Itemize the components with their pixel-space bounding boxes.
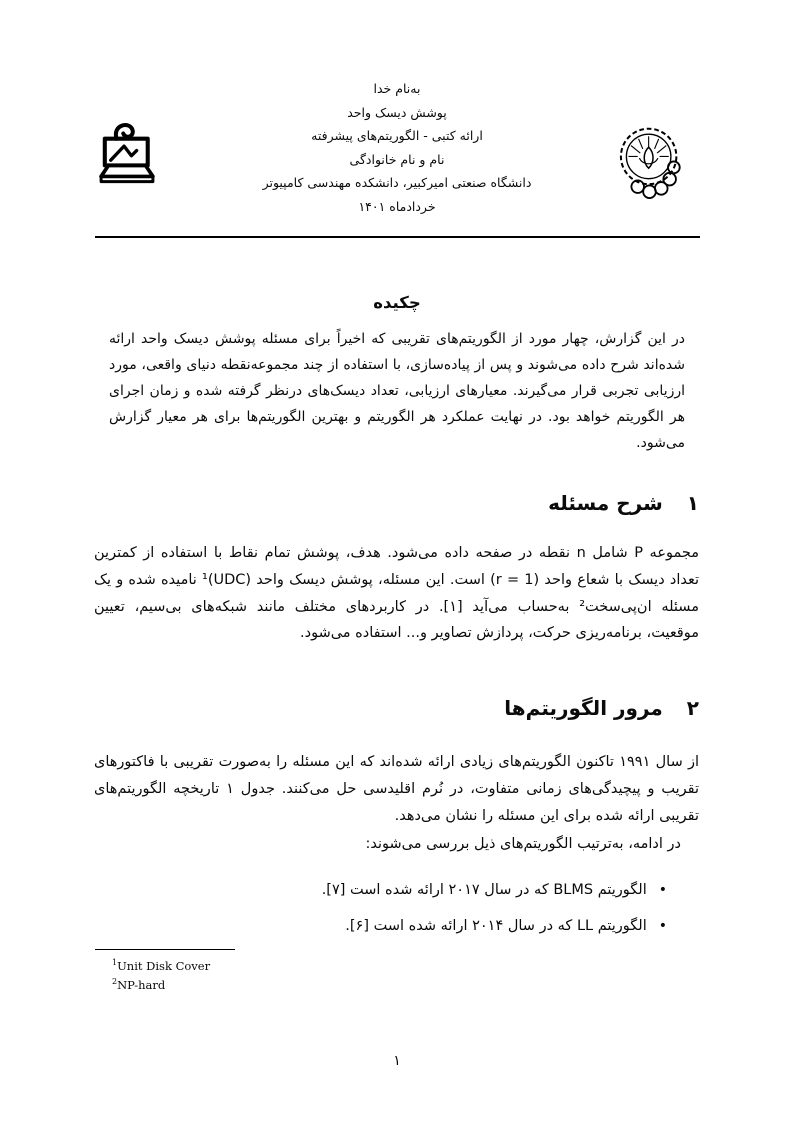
section-1-number: ۱	[686, 491, 699, 515]
footnote-udc	[112, 955, 210, 974]
footnote-marker: 1	[112, 958, 118, 967]
algorithm-list	[94, 877, 699, 949]
footnote-divider	[95, 949, 235, 950]
header-line-bismillah: به‌نام خدا	[373, 81, 421, 96]
header-line-course: ارائه کتبی - الگوریتم‌های پیشرفته	[311, 128, 483, 143]
list-item-text: الگوریتم LL که در سال ۲۰۱۴ ارائه شده است [۶].	[345, 918, 647, 934]
page-number: ۱	[393, 1053, 401, 1069]
abstract-body: در این گزارش، چهار مورد از الگوریتم‌های تقریبی که اخیراً برای مسئله پوشش دیسک واحد ارائه شده‌اند شرح داده می‌شوند و پس از پیاده‌سازی، با استفاده از چند مجموعه‌نقطه دنیای واقعی، مورد ارزیابی تجربی قرار می‌گیرند. معیارهای ارزیابی، تعداد دیسک‌های درنظر گرفته شده و زمان اجرای هر الگوریتم خواهد بود. در نهایت عملکرد هر الگوریتم و بهترین الگوریتم‌ها برای هر معیار گزارش می‌شود.	[109, 331, 685, 451]
footnote-text: Unit Disk Cover	[117, 958, 211, 973]
section-1-body: مجموعه P شامل n نقطه در صفحه داده می‌شود. هدف، پوشش تمام نقاط با استفاده از کمترین تعداد دیسک با شعاع واحد (r = 1) است. این مسئله، پوشش دیسک واحد (UDC)¹ نامیده شده و یک مسئله ان‌پی‌سخت² به‌حساب می‌آید [۱]. در کاربردهای مختلف مانند شبکه‌های بی‌سیم، تعیین موقعیت، برنامه‌ریزی حرکت، پردازش تصاویر و... استفاده می‌شود.	[94, 545, 700, 642]
section-2-body: از سال ۱۹۹۱ تاکنون الگوریتم‌های زیادی ارائه شده‌اند که این مسئله را به‌صورت تقریبی با فاکتورهای تقریب و پیچیدگی‌های زمانی متفاوت، در نُرم اقلیدسی حل می‌کنند. جدول ۱ تاریخچه الگوریتم‌های تقریبی ارائه شده برای این مسئله را نشان می‌دهد.	[94, 754, 699, 824]
list-item-blms	[94, 877, 699, 903]
header-line-affiliation: دانشگاه صنعتی امیرکبیر، دانشکده مهندسی کامپیوتر	[262, 175, 532, 190]
section-2-number: ۲	[686, 696, 699, 720]
header-divider	[95, 236, 700, 238]
bullet-icon: •	[658, 882, 667, 898]
section-1-title: شرح مسئله	[548, 491, 663, 515]
abstract-title: چکیده	[373, 293, 421, 312]
footnotes	[112, 955, 210, 994]
header-line-author: نام و نام خانوادگی	[349, 151, 445, 167]
list-item-ll	[94, 913, 699, 939]
bullet-icon: •	[658, 918, 667, 934]
list-item-text: الگوریتم BLMS که در سال ۲۰۱۷ ارائه شده است [۷].	[321, 882, 647, 898]
section-2-heading	[504, 696, 699, 720]
university-seal-icon	[610, 122, 694, 206]
section-1-heading	[548, 491, 699, 515]
header-line-date: خردادماه ۱۴۰۱	[358, 198, 436, 214]
footnote-marker: 2	[112, 977, 118, 987]
footnote-text: NP-hard	[117, 978, 166, 993]
section-2-intro: در ادامه، به‌ترتیب الگوریتم‌های ذیل بررسی می‌شوند:	[365, 836, 681, 852]
header-line-title: پوشش دیسک واحد	[347, 104, 447, 120]
footnote-nphard	[112, 974, 210, 993]
section-2-title: مرور الگوریتم‌ها	[504, 696, 663, 720]
